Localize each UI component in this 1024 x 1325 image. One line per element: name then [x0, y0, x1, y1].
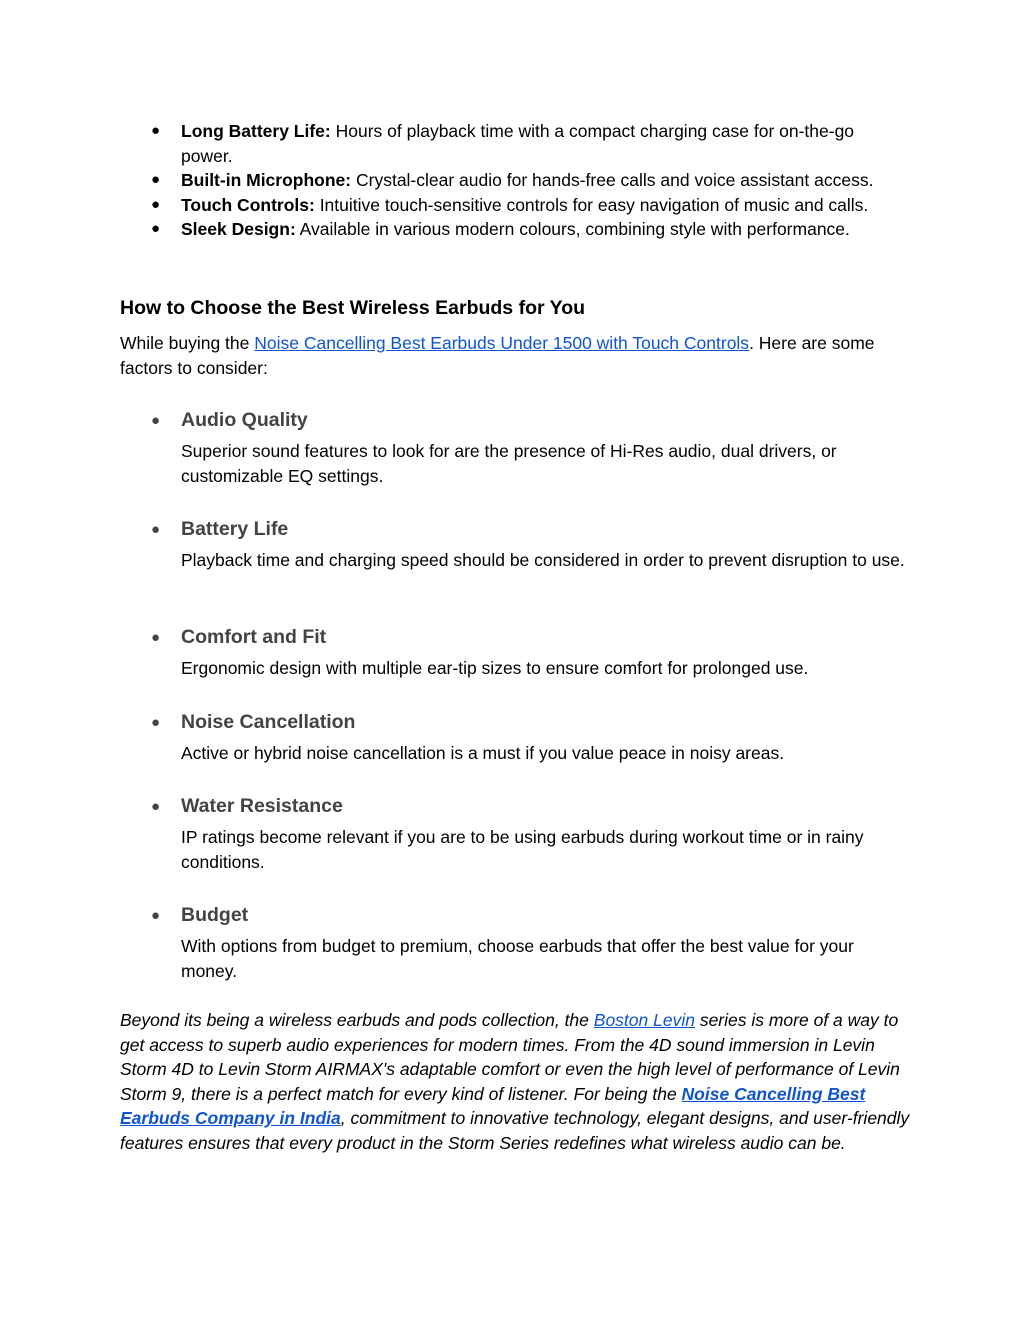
factor-title: Budget: [181, 904, 249, 926]
factor-water-resistance: [120, 793, 910, 874]
factor-heading: [120, 407, 910, 433]
factor-title: Water Resistance: [181, 795, 343, 817]
factor-title: Noise Cancellation: [181, 711, 356, 733]
factor-comfort-fit: [120, 624, 910, 681]
factor-title: Audio Quality: [181, 409, 308, 431]
factor-title: Battery Life: [181, 518, 289, 540]
company-link[interactable]: Noise Cancelling Best Earbuds Company in India: [120, 1083, 866, 1128]
feature-item-touch-controls: [120, 193, 910, 218]
factor-heading: [120, 709, 910, 735]
factor-battery-life: [120, 516, 910, 573]
bullet-icon: ●: [151, 907, 161, 924]
closing-paragraph: [120, 1008, 910, 1155]
feature-label: Touch Controls:: [181, 194, 315, 215]
intro-text-before: While buying the: [120, 333, 255, 353]
factor-heading: [120, 624, 910, 650]
factor-description: Active or hybrid noise cancellation is a must if you value peace in noisy areas.: [181, 743, 785, 763]
bullet-icon: ●: [151, 195, 161, 213]
feature-list: [120, 119, 910, 242]
feature-text: Hours of playback time with a compact charging case for on-the-go power.: [181, 121, 855, 166]
factor-description: Superior sound features to look for are the presence of Hi-Res audio, dual drivers, or customizable EQ settings.: [181, 441, 837, 486]
bullet-icon: ●: [151, 171, 161, 188]
factor-description: IP ratings become relevant if you are to be using earbuds during workout time or in rainy conditions.: [181, 827, 864, 872]
feature-text: Available in various modern colours, combining style with performance.: [295, 219, 850, 239]
intro-text-after: . Here are some factors to consider:: [120, 333, 875, 378]
factor-description: With options from budget to premium, choose earbuds that offer the best value for your money.: [181, 936, 854, 981]
factor-heading: [120, 793, 910, 819]
factor-heading: [120, 516, 910, 542]
factor-description: Ergonomic design with multiple ear-tip sizes to ensure comfort for prolonged use.: [181, 658, 809, 678]
factor-audio-quality: [120, 407, 910, 488]
feature-label: Sleek Design:: [181, 219, 296, 239]
closing-text: series is more of a way to get access to superb audio experiences for modern times. From the 4D sound immersion in Levin Storm 4D to Levin Storm AIRMAX's adaptable comfort or even the high level of performance of Levin Storm 9, there is a perfect match for every kind of listener. For being the: [120, 1010, 900, 1104]
feature-label: Long Battery Life:: [181, 121, 331, 141]
bullet-icon: ●: [151, 798, 161, 815]
feature-item-battery: [120, 119, 910, 168]
bullet-icon: ●: [151, 714, 161, 731]
bullet-icon: ●: [151, 629, 161, 646]
factor-description: Playback time and charging speed should be considered in order to prevent disruption to use.: [181, 550, 905, 570]
closing-text: Beyond its being a wireless earbuds and pods collection, the: [120, 1010, 594, 1030]
feature-item-microphone: [120, 168, 910, 193]
section-heading: How to Choose the Best Wireless Earbuds for You: [120, 297, 586, 319]
feature-text: Crystal-clear audio for hands-free calls and voice assistant access.: [351, 170, 874, 190]
factor-heading: [120, 902, 910, 928]
closing-text: , commitment to innovative technology, elegant designs, and user-friendly features ensures that every product in the Storm Series redefines what wireless audio can be.: [120, 1108, 910, 1153]
feature-item-design: [120, 217, 910, 242]
bullet-icon: ●: [151, 220, 161, 237]
intro-paragraph: [120, 331, 900, 380]
bullet-icon: ●: [151, 521, 161, 538]
feature-label: Built-in Microphone:: [181, 170, 352, 190]
intro-link[interactable]: Noise Cancelling Best Earbuds Under 1500 with Touch Controls: [254, 333, 750, 353]
bullet-icon: ●: [151, 412, 161, 429]
factor-title: Comfort and Fit: [181, 626, 327, 648]
factor-noise-cancellation: [120, 709, 910, 766]
bullet-icon: ●: [151, 122, 161, 139]
feature-text: Intuitive touch-sensitive controls for easy navigation of music and calls.: [314, 194, 869, 215]
boston-levin-link[interactable]: Boston Levin: [593, 1010, 695, 1030]
factor-budget: [120, 902, 910, 983]
